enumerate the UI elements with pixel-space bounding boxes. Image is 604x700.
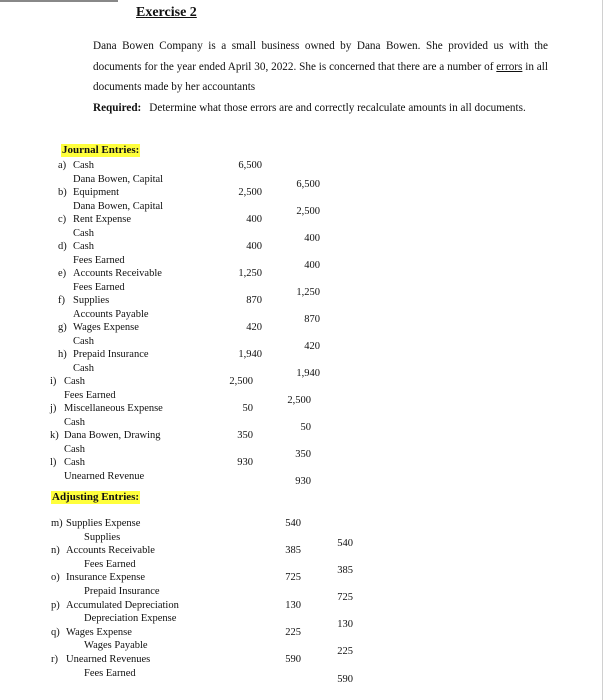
- credit-amount: 540: [337, 537, 353, 549]
- entry-letter: q): [51, 626, 60, 638]
- entry-letter: o): [51, 572, 60, 584]
- credit-account: Supplies: [84, 531, 121, 543]
- exercise-title: Exercise 2: [136, 5, 197, 20]
- entry-letter: l): [50, 457, 57, 468]
- credit-amount: 725: [337, 592, 353, 603]
- entry-letter: k): [50, 430, 59, 441]
- credit-amount: 50: [300, 421, 311, 433]
- top-rule: [0, 0, 118, 2]
- debit-account: Miscellaneous Expense: [64, 403, 163, 414]
- debit-account: Accumulated Depreciation: [66, 599, 179, 611]
- credit-amount: 225: [337, 646, 353, 658]
- debit-amount: 590: [285, 654, 301, 665]
- credit-amount: 2,500: [287, 394, 311, 406]
- credit-amount: 130: [337, 619, 353, 631]
- entry-letter: m): [51, 518, 63, 529]
- debit-account: Cash: [64, 376, 85, 387]
- entry-letter: a): [58, 160, 67, 171]
- debit-amount: 6,500: [238, 160, 262, 171]
- debit-account: Wages Expense: [73, 322, 139, 333]
- entry-letter: c): [58, 214, 67, 225]
- entry-letter: e): [58, 268, 67, 279]
- debit-account: Cash: [64, 457, 85, 468]
- credit-amount: 590: [337, 673, 353, 685]
- intro-text-before: Dana Bowen Company is a small business owned by Dana Bowen. She provided us with the documents for the year ended April 30, 2022. She is concerned that there are a number of: [93, 40, 548, 73]
- entry-letter: i): [50, 376, 57, 387]
- intro-text-after: in all documents made by her accountants: [93, 60, 548, 94]
- debit-account: Cash: [73, 160, 94, 171]
- credit-amount: 2,500: [296, 205, 320, 217]
- credit-amount: 870: [304, 313, 320, 325]
- debit-account: Rent Expense: [73, 214, 132, 225]
- credit-account: Depreciation Expense: [84, 613, 177, 625]
- entry-letter: b): [58, 187, 67, 198]
- credit-amount: 930: [295, 475, 311, 487]
- required-text: Determine what those errors are and correctly recalculate amounts in all documents.: [149, 102, 526, 115]
- entry-letter: n): [51, 545, 60, 557]
- debit-amount: 540: [285, 518, 301, 529]
- debit-amount: 225: [285, 626, 301, 638]
- debit-account: Cash: [73, 241, 94, 252]
- entry-letter: j): [50, 403, 57, 414]
- required-label: Required:: [93, 102, 142, 115]
- debit-account: Insurance Expense: [66, 572, 146, 584]
- credit-account: Fees Earned: [84, 667, 136, 679]
- adjusting-entries-heading: Adjusting Entries:: [52, 491, 140, 503]
- debit-account: Wages Expense: [66, 626, 132, 638]
- debit-amount: 400: [246, 241, 262, 252]
- credit-account: Fees Earned: [84, 558, 136, 570]
- credit-account: Wages Payable: [84, 640, 148, 652]
- credit-account: Cash: [73, 227, 94, 239]
- debit-amount: 1,250: [238, 268, 262, 279]
- required-paragraph: [93, 98, 548, 119]
- journal-entries-heading: Journal Entries:: [62, 144, 140, 156]
- problem-statement: [93, 36, 548, 119]
- debit-amount: 130: [285, 599, 301, 611]
- credit-account: Cash: [64, 416, 85, 428]
- debit-amount: 350: [237, 430, 253, 441]
- credit-amount: 6,500: [296, 178, 320, 190]
- credit-amount: 1,250: [296, 286, 320, 298]
- entry-letter: d): [58, 241, 67, 252]
- credit-amount: 420: [304, 340, 320, 352]
- credit-account: Fees Earned: [73, 281, 125, 293]
- debit-amount: 2,500: [229, 376, 253, 387]
- credit-amount: 400: [304, 259, 320, 271]
- credit-amount: 1,940: [296, 367, 320, 379]
- credit-amount: 350: [295, 448, 311, 460]
- debit-account: Unearned Revenues: [66, 654, 151, 665]
- credit-account: Cash: [64, 443, 85, 455]
- credit-account: Unearned Revenue: [64, 470, 145, 482]
- credit-amount: 385: [337, 564, 353, 576]
- debit-amount: 1,940: [238, 349, 262, 360]
- debit-account: Accounts Receivable: [66, 545, 155, 557]
- debit-amount: 725: [285, 572, 301, 584]
- debit-account: Equipment: [73, 187, 120, 198]
- debit-amount: 420: [246, 322, 262, 333]
- debit-amount: 930: [237, 457, 253, 468]
- debit-amount: 400: [246, 214, 262, 225]
- debit-amount: 385: [285, 545, 301, 557]
- debit-account: Accounts Receivable: [73, 268, 162, 279]
- debit-amount: 870: [246, 295, 262, 306]
- credit-amount: 400: [304, 232, 320, 244]
- credit-account: Fees Earned: [64, 389, 116, 401]
- entry-letter: r): [51, 654, 58, 665]
- debit-account: Supplies: [73, 295, 110, 306]
- debit-account: Prepaid Insurance: [73, 349, 149, 360]
- credit-account: Cash: [73, 335, 94, 347]
- entry-letter: h): [58, 349, 67, 360]
- entry-letter: p): [51, 599, 60, 611]
- credit-account: Dana Bowen, Capital: [73, 200, 164, 212]
- intro-paragraph: [93, 36, 548, 98]
- errors-word: errors: [496, 60, 523, 73]
- entry-letter: f): [58, 295, 65, 306]
- debit-account: Dana Bowen, Drawing: [64, 430, 161, 441]
- debit-account: Supplies Expense: [66, 518, 141, 529]
- credit-account: Cash: [73, 362, 94, 374]
- debit-amount: 2,500: [238, 187, 262, 198]
- credit-account: Accounts Payable: [73, 308, 149, 320]
- credit-account: Prepaid Insurance: [84, 586, 160, 597]
- credit-account: Dana Bowen, Capital: [73, 173, 164, 185]
- entry-letter: g): [58, 322, 67, 333]
- credit-account: Fees Earned: [73, 254, 125, 266]
- debit-amount: 50: [242, 403, 253, 414]
